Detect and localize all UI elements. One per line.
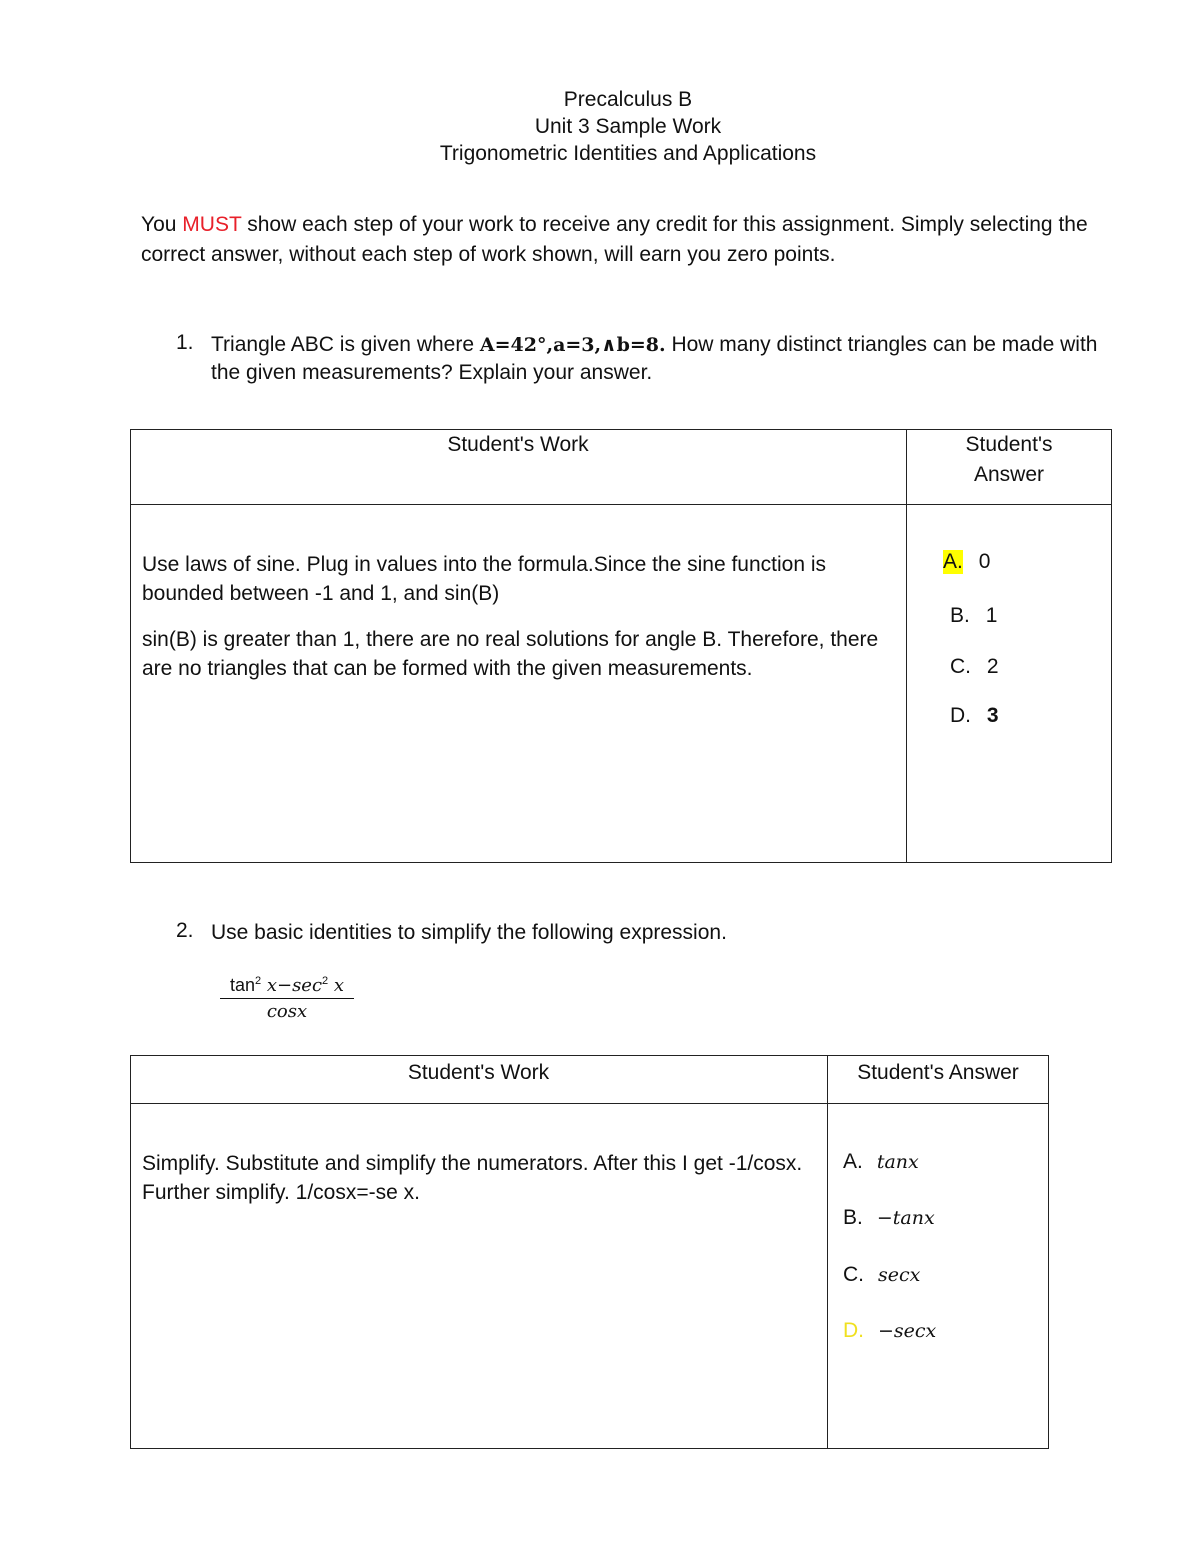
q2-answer-header: Student's Answer — [857, 1061, 1019, 1084]
instructions — [141, 210, 1091, 270]
q1-choice-d-label: D. — [950, 704, 971, 727]
q2-choice-c-label: C. — [843, 1263, 864, 1286]
must-emphasis: MUST — [182, 213, 242, 236]
q1-text-before: Triangle ABC is given where — [211, 333, 480, 356]
q1-answer-header-line1: Student's — [965, 433, 1053, 456]
q2-num-exp1: 2 — [254, 975, 262, 987]
q2-table-column-divider — [827, 1055, 828, 1449]
q1-math: A=42°,a=3,∧b=8. — [479, 334, 666, 356]
q2-choice-b[interactable] — [843, 1206, 935, 1230]
q1-choice-b-label: B. — [950, 604, 970, 627]
q2-choice-a-value: tanx — [876, 1151, 919, 1173]
q2-work-header: Student's Work — [407, 1061, 550, 1084]
q2-expression-denominator: cosx — [266, 1001, 308, 1022]
q2-choice-d[interactable] — [843, 1319, 936, 1343]
q1-choice-c-label: C. — [950, 655, 971, 678]
q2-choice-c-value: secx — [878, 1264, 921, 1286]
q2-expression-numerator — [220, 975, 354, 999]
topic-title: Trigonometric Identities and Applications — [439, 142, 817, 165]
q2-choice-c[interactable] — [843, 1263, 920, 1287]
q2-prompt: Use basic identities to simplify the following expression. — [211, 921, 727, 944]
q1-work-p2: sin(B) is greater than 1, there are no real solutions for angle B. Therefore, there are no triangles that can be formed with the given measurements. — [142, 628, 879, 680]
q2-number: 2. — [176, 919, 194, 942]
q1-choice-c-value: 2 — [986, 655, 999, 678]
q2-num-mid: x−sec — [261, 975, 323, 996]
q1-work-p1: Use laws of sine. Plug in values into the formula.Since the sine function is bounded between -1 and 1, and sin(B) — [142, 553, 827, 605]
q2-table — [130, 1055, 1049, 1449]
q2-choice-b-label: B. — [843, 1206, 863, 1229]
q2-num-tan: tan — [229, 975, 255, 995]
q2-table-divider — [130, 1103, 1049, 1104]
q1-choice-a-label: A. — [943, 550, 963, 573]
q1-number: 1. — [176, 331, 194, 354]
q2-work-text: Simplify. Substitute and simplify the numerators. After this I get -1/cosx. Further simplify. 1/cosx=-se x. — [142, 1152, 803, 1204]
q2-choice-a-label: A. — [843, 1150, 863, 1173]
q1-choice-a[interactable] — [943, 550, 990, 574]
q1-choice-b-value: 1 — [985, 604, 998, 627]
q1-choice-d-value: 3 — [986, 704, 999, 727]
q2-choice-b-value: −tanx — [876, 1207, 935, 1229]
q1-work-header: Student's Work — [447, 433, 589, 456]
q1-choice-b[interactable] — [950, 604, 997, 628]
q1-answer-header — [906, 430, 1112, 490]
q1-answer-header-line2: Answer — [973, 463, 1045, 486]
q1-choice-a-value: 0 — [978, 550, 991, 573]
instructions-after: show each step of your work to receive any credit for this assignment. Simply selecting the correct answer, without each step of work shown, will earn you zero points. — [141, 213, 1088, 266]
q1-table-column-divider — [906, 429, 907, 863]
course-title: Precalculus B — [563, 88, 693, 111]
q1-prompt — [211, 331, 1111, 387]
unit-title: Unit 3 Sample Work — [534, 115, 722, 138]
q2-choice-d-value: −secx — [878, 1320, 937, 1342]
q2-choice-d-label: D. — [843, 1319, 864, 1342]
q1-choice-c[interactable] — [950, 655, 999, 679]
q1-choice-d[interactable] — [950, 704, 999, 728]
q2-choice-a[interactable] — [843, 1150, 919, 1174]
q2-num-end: x — [328, 975, 345, 996]
q2-num-exp2: 2 — [322, 975, 329, 987]
q2-expression — [220, 975, 354, 1022]
q1-text-after: How many distinct triangles can be made with the given measurements? Explain your answer. — [211, 333, 1098, 384]
instructions-before: You — [141, 213, 183, 236]
q1-table-divider — [130, 504, 1112, 505]
